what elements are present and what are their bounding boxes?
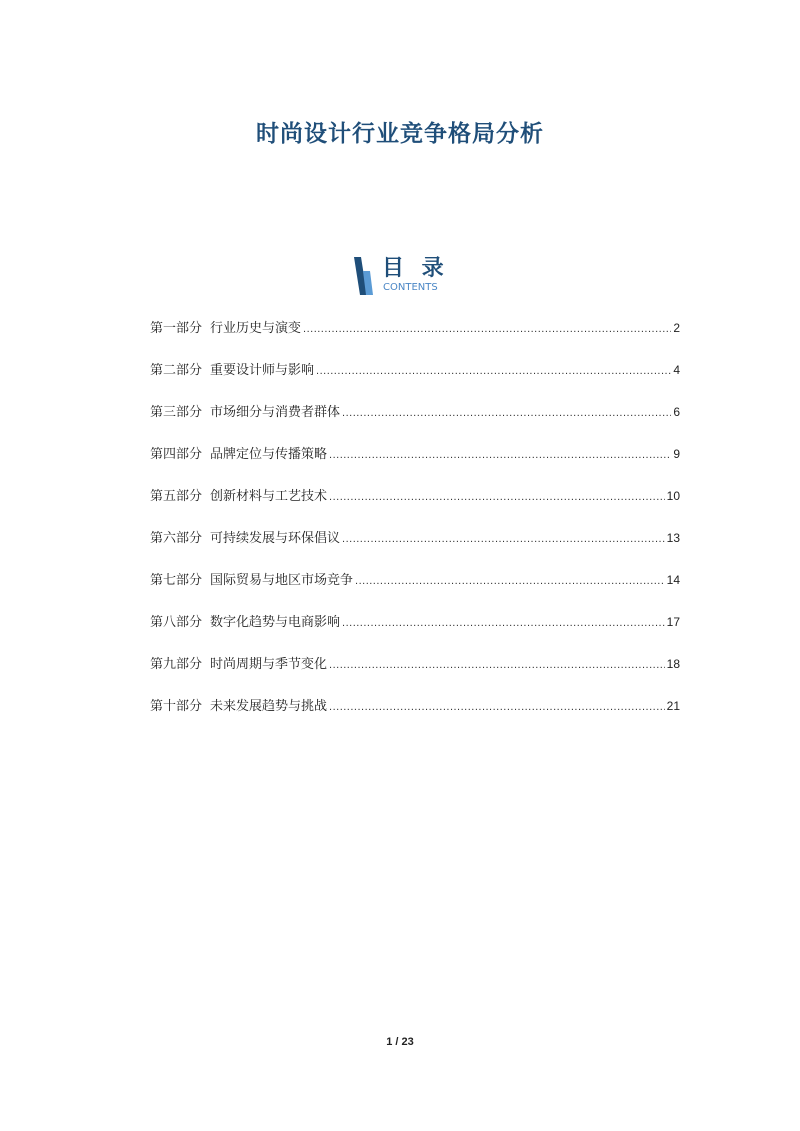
toc-dot-leader bbox=[303, 319, 671, 339]
toc-page-number: 17 bbox=[666, 615, 680, 629]
toc-page-number: 6 bbox=[673, 405, 680, 419]
toc-page-number: 9 bbox=[673, 447, 680, 461]
toc-section-title: 时尚周期与季节变化 bbox=[210, 657, 328, 672]
toc-dot-leader bbox=[329, 487, 665, 507]
toc-entry-2[interactable] bbox=[150, 360, 680, 402]
toc-dot-leader bbox=[316, 361, 671, 381]
toc-dot-leader bbox=[342, 613, 665, 633]
toc-section-title: 行业历史与演变 bbox=[210, 321, 302, 336]
toc-dot-leader bbox=[329, 445, 671, 465]
toc-page-number: 21 bbox=[666, 699, 680, 713]
toc-header bbox=[352, 255, 462, 297]
toc-part-number: 第七部分 bbox=[150, 573, 203, 588]
toc-section-title: 品牌定位与传播策略 bbox=[210, 447, 328, 462]
toc-page-number: 4 bbox=[673, 363, 680, 377]
toc-subheading: CONTENTS bbox=[383, 282, 438, 293]
page-title: 时尚设计行业竞争格局分析 bbox=[256, 121, 544, 148]
toc-entry-10[interactable] bbox=[150, 696, 680, 738]
toc-section-title: 创新材料与工艺技术 bbox=[210, 489, 328, 504]
toc-part-number: 第六部分 bbox=[150, 531, 203, 546]
toc-page-number: 2 bbox=[673, 321, 680, 335]
toc-part-number: 第四部分 bbox=[150, 447, 203, 462]
toc-section-title: 重要设计师与影响 bbox=[210, 363, 315, 378]
contents-logo-icon bbox=[352, 257, 374, 295]
page-indicator: 1 / 23 bbox=[386, 1036, 414, 1048]
toc-heading: 目 录 bbox=[382, 256, 449, 281]
toc-page-number: 14 bbox=[666, 573, 680, 587]
toc-part-number: 第五部分 bbox=[150, 489, 203, 504]
toc-entry-5[interactable] bbox=[150, 486, 680, 528]
toc-section-title: 市场细分与消费者群体 bbox=[210, 405, 341, 420]
toc-part-number: 第九部分 bbox=[150, 657, 203, 672]
toc-section-title: 可持续发展与环保倡议 bbox=[210, 531, 341, 546]
toc-dot-leader bbox=[329, 655, 665, 675]
toc-section-title: 未来发展趋势与挑战 bbox=[210, 699, 328, 714]
toc-entry-9[interactable] bbox=[150, 654, 680, 696]
toc-page-number: 18 bbox=[666, 657, 680, 671]
toc-entry-8[interactable] bbox=[150, 612, 680, 654]
toc-entry-6[interactable] bbox=[150, 528, 680, 570]
toc-entry-3[interactable] bbox=[150, 402, 680, 444]
toc-section-title: 国际贸易与地区市场竞争 bbox=[210, 573, 354, 588]
toc-dot-leader bbox=[329, 697, 665, 717]
toc-dot-leader bbox=[355, 571, 665, 591]
toc-part-number: 第一部分 bbox=[150, 321, 203, 336]
toc-entry-7[interactable] bbox=[150, 570, 680, 612]
toc-page-number: 13 bbox=[666, 531, 680, 545]
toc-part-number: 第八部分 bbox=[150, 615, 203, 630]
toc-list bbox=[150, 318, 680, 738]
toc-dot-leader bbox=[342, 529, 665, 549]
toc-entry-4[interactable] bbox=[150, 444, 680, 486]
toc-entry-1[interactable] bbox=[150, 318, 680, 360]
toc-part-number: 第二部分 bbox=[150, 363, 203, 378]
toc-page-number: 10 bbox=[666, 489, 680, 503]
toc-dot-leader bbox=[342, 403, 671, 423]
toc-part-number: 第三部分 bbox=[150, 405, 203, 420]
toc-part-number: 第十部分 bbox=[150, 699, 203, 714]
toc-section-title: 数字化趋势与电商影响 bbox=[210, 615, 341, 630]
